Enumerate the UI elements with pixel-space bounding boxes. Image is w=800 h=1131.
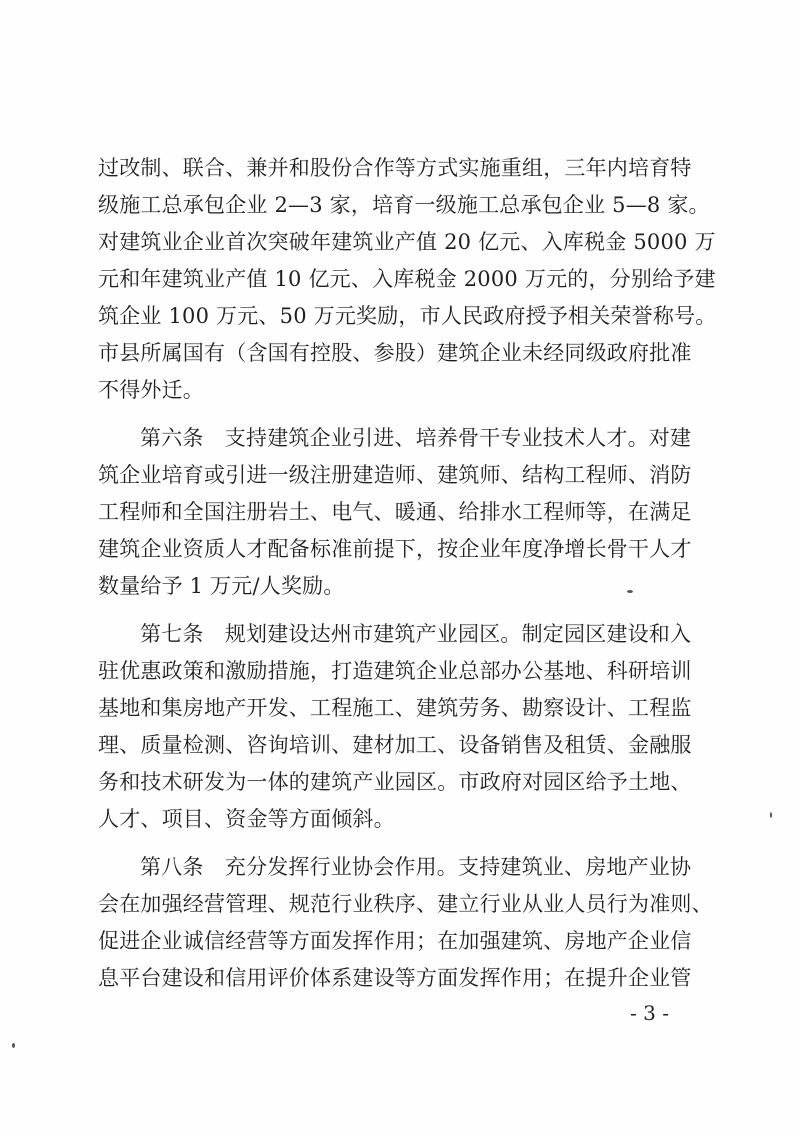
text-line: 对建筑业企业首次突破年建筑业产值 20 亿元、入库税金 5000 万 — [98, 230, 716, 254]
page-number: - 3 - — [630, 1001, 669, 1025]
article-8-heading-line: 第八条 充分发挥行业协会作用。支持建筑业、房地产业协 — [140, 855, 692, 879]
text-line: 务和技术研发为一体的建筑产业园区。市政府对园区给予土地、 — [98, 770, 692, 794]
text-line: 级施工总承包企业 2—3 家，培育一级施工总承包企业 5—8 家。 — [98, 193, 710, 217]
text-line: 基地和集房地产开发、工程施工、建筑劳务、勘察设计、工程监 — [98, 696, 692, 720]
text-line: 过改制、联合、兼并和股份合作等方式实施重组，三年内培育特 — [98, 156, 692, 180]
text-line: 会在加强经营管理、规范行业秩序、建立行业从业人员行为准则、 — [98, 892, 713, 916]
text-line: 筑企业培育或引进一级注册建造师、建筑师、结构工程师、消防 — [98, 463, 692, 487]
text-line: 元和年建筑业产值 10 亿元、入库税金 2000 万元的，分别给予建 — [98, 267, 716, 291]
text-line: 市县所属国有（含国有控股、参股）建筑企业未经同级政府批准 — [98, 341, 692, 365]
text-line: 建筑企业资质人才配备标准前提下，按企业年度净增长骨干人才 — [98, 537, 692, 561]
scan-speck — [627, 590, 633, 593]
text-line: 不得外迁。 — [98, 378, 204, 402]
article-6-heading-line: 第六条 支持建筑企业引进、培养骨干专业技术人才。对建 — [140, 426, 692, 450]
text-line: 数量给予 1 万元/人奖励。 — [98, 574, 345, 598]
article-7-heading-line: 第七条 规划建设达州市建筑产业园区。制定园区建设和入 — [140, 622, 692, 646]
text-line: 人才、项目、资金等方面倾斜。 — [98, 807, 395, 831]
text-line: 筑企业 100 万元、50 万元奖励，市人民政府授予相关荣誉称号。 — [98, 304, 717, 328]
scan-speck — [770, 812, 772, 818]
text-line: 驻优惠政策和激励措施，打造建筑企业总部办公基地、科研培训 — [98, 659, 692, 683]
scan-speck — [12, 1043, 15, 1048]
text-line: 促进企业诚信经营等方面发挥作用；在加强建筑、房地产企业信 — [98, 929, 692, 953]
text-line: 工程师和全国注册岩土、电气、暖通、给排水工程师等，在满足 — [98, 500, 692, 524]
text-line: 理、质量检测、咨询培训、建材加工、设备销售及租赁、金融服 — [98, 733, 692, 757]
text-line: 息平台建设和信用评价体系建设等方面发挥作用；在提升企业管 — [98, 966, 692, 990]
